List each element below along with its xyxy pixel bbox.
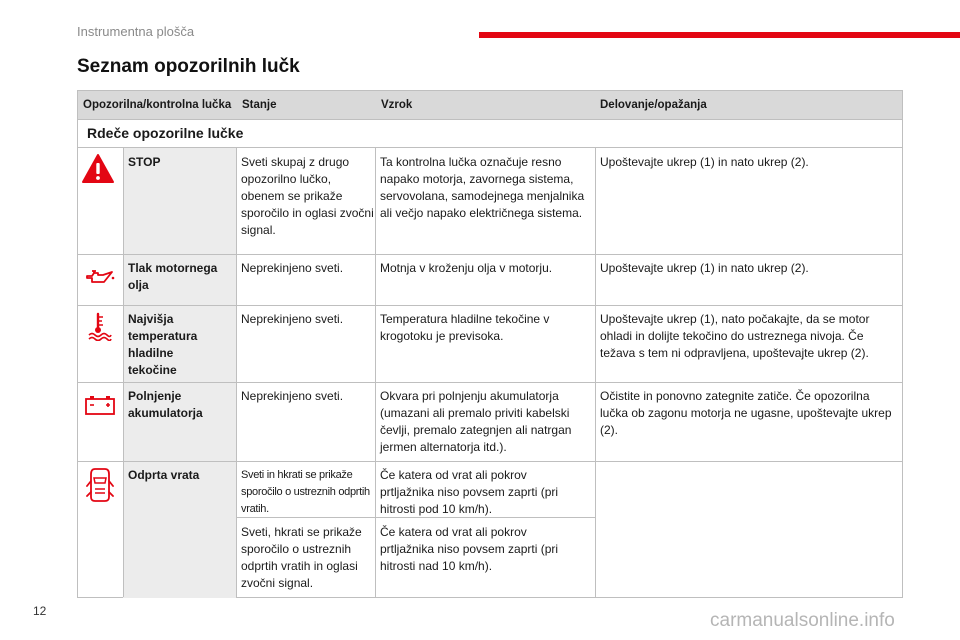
open-door-icon <box>86 467 114 503</box>
coolant-temperature-icon <box>87 311 113 341</box>
column-header-cause: Vzrok <box>381 99 413 111</box>
light-action: Očistite in ponovno zategnite zatiče. Če opozorilna lučka ob zagonu motorja ne ugasne, upoštevajte ukrep (2). <box>600 389 892 437</box>
page-number: 12 <box>33 604 47 618</box>
light-state: Neprekinjeno sveti. <box>241 261 344 275</box>
table-header <box>78 91 902 120</box>
light-name: Tlak motornega olja <box>128 261 218 292</box>
section-name: Instrumentna plošča <box>77 24 195 39</box>
header-accent-bar <box>479 32 960 38</box>
light-state: Sveti skupaj z drugo opozorilno lučko, obenem se prikaže sporočilo in oglasi zvočni signal. <box>241 155 374 237</box>
oil-can-icon <box>84 268 116 288</box>
battery-icon <box>84 394 116 416</box>
section-subheading: Rdeče opozorilne lučke <box>87 125 244 141</box>
light-cause-2: Če katera od vrat ali pokrov prtljažnika niso povsem zaprti (pri hitrosti nad 10 km/h). <box>380 525 559 573</box>
watermark: carmanualsonline.info <box>710 610 895 631</box>
column-header-action: Delovanje/opažanja <box>600 99 707 111</box>
light-action: Upoštevajte ukrep (1) in nato ukrep (2). <box>600 155 809 169</box>
light-cause: Temperatura hladilne tekočine v krogotoku je previsoka. <box>380 312 550 343</box>
column-header-state: Stanje <box>242 99 277 111</box>
light-state: Neprekinjeno sveti. <box>241 312 344 326</box>
light-action: Upoštevajte ukrep (1), nato počakajte, da se motor ohladi in dolijte tekočino do ustreznega nivoja. Če težava s tem ni odpravljena, upoštevajte ukrep (2). <box>600 312 870 360</box>
light-state: Sveti in hkrati se prikaže sporočilo o ustreznih odprtih vratih. <box>241 469 370 515</box>
light-cause: Ta kontrolna lučka označuje resno napako motorja, zavornega sistema, servovolana, samodejnega menjalnika ali večjo napako električnega sistema. <box>380 155 585 220</box>
light-state-2: Sveti, hkrati se prikaže sporočilo o ustreznih odprtih vratih in oglasi zvočni signal. <box>241 525 362 590</box>
column-header-light: Opozorilna/kontrolna lučka <box>83 99 232 111</box>
light-cause: Okvara pri polnjenju akumulatorja (umazani ali premalo priviti kabelski čevlji, premalo zategnjen ali natrgan jermen alternatorja itd.). <box>380 389 572 454</box>
page-title: Seznam opozorilnih lučk <box>77 56 300 77</box>
light-cause: Če katera od vrat ali pokrov prtljažnika niso povsem zaprti (pri hitrosti pod 10 km/h). <box>380 468 559 516</box>
light-name: Polnjenje akumulatorja <box>128 389 203 420</box>
light-state: Neprekinjeno sveti. <box>241 389 344 403</box>
light-name: Odprta vrata <box>128 468 200 482</box>
warning-triangle-icon <box>81 153 115 185</box>
light-name: Najvišja temperatura hladilne tekočine <box>128 312 198 377</box>
light-name: STOP <box>128 155 161 169</box>
warning-lights-table <box>77 90 903 598</box>
light-cause: Motnja v kroženju olja v motorju. <box>380 261 553 275</box>
light-action: Upoštevajte ukrep (1) in nato ukrep (2). <box>600 261 809 275</box>
